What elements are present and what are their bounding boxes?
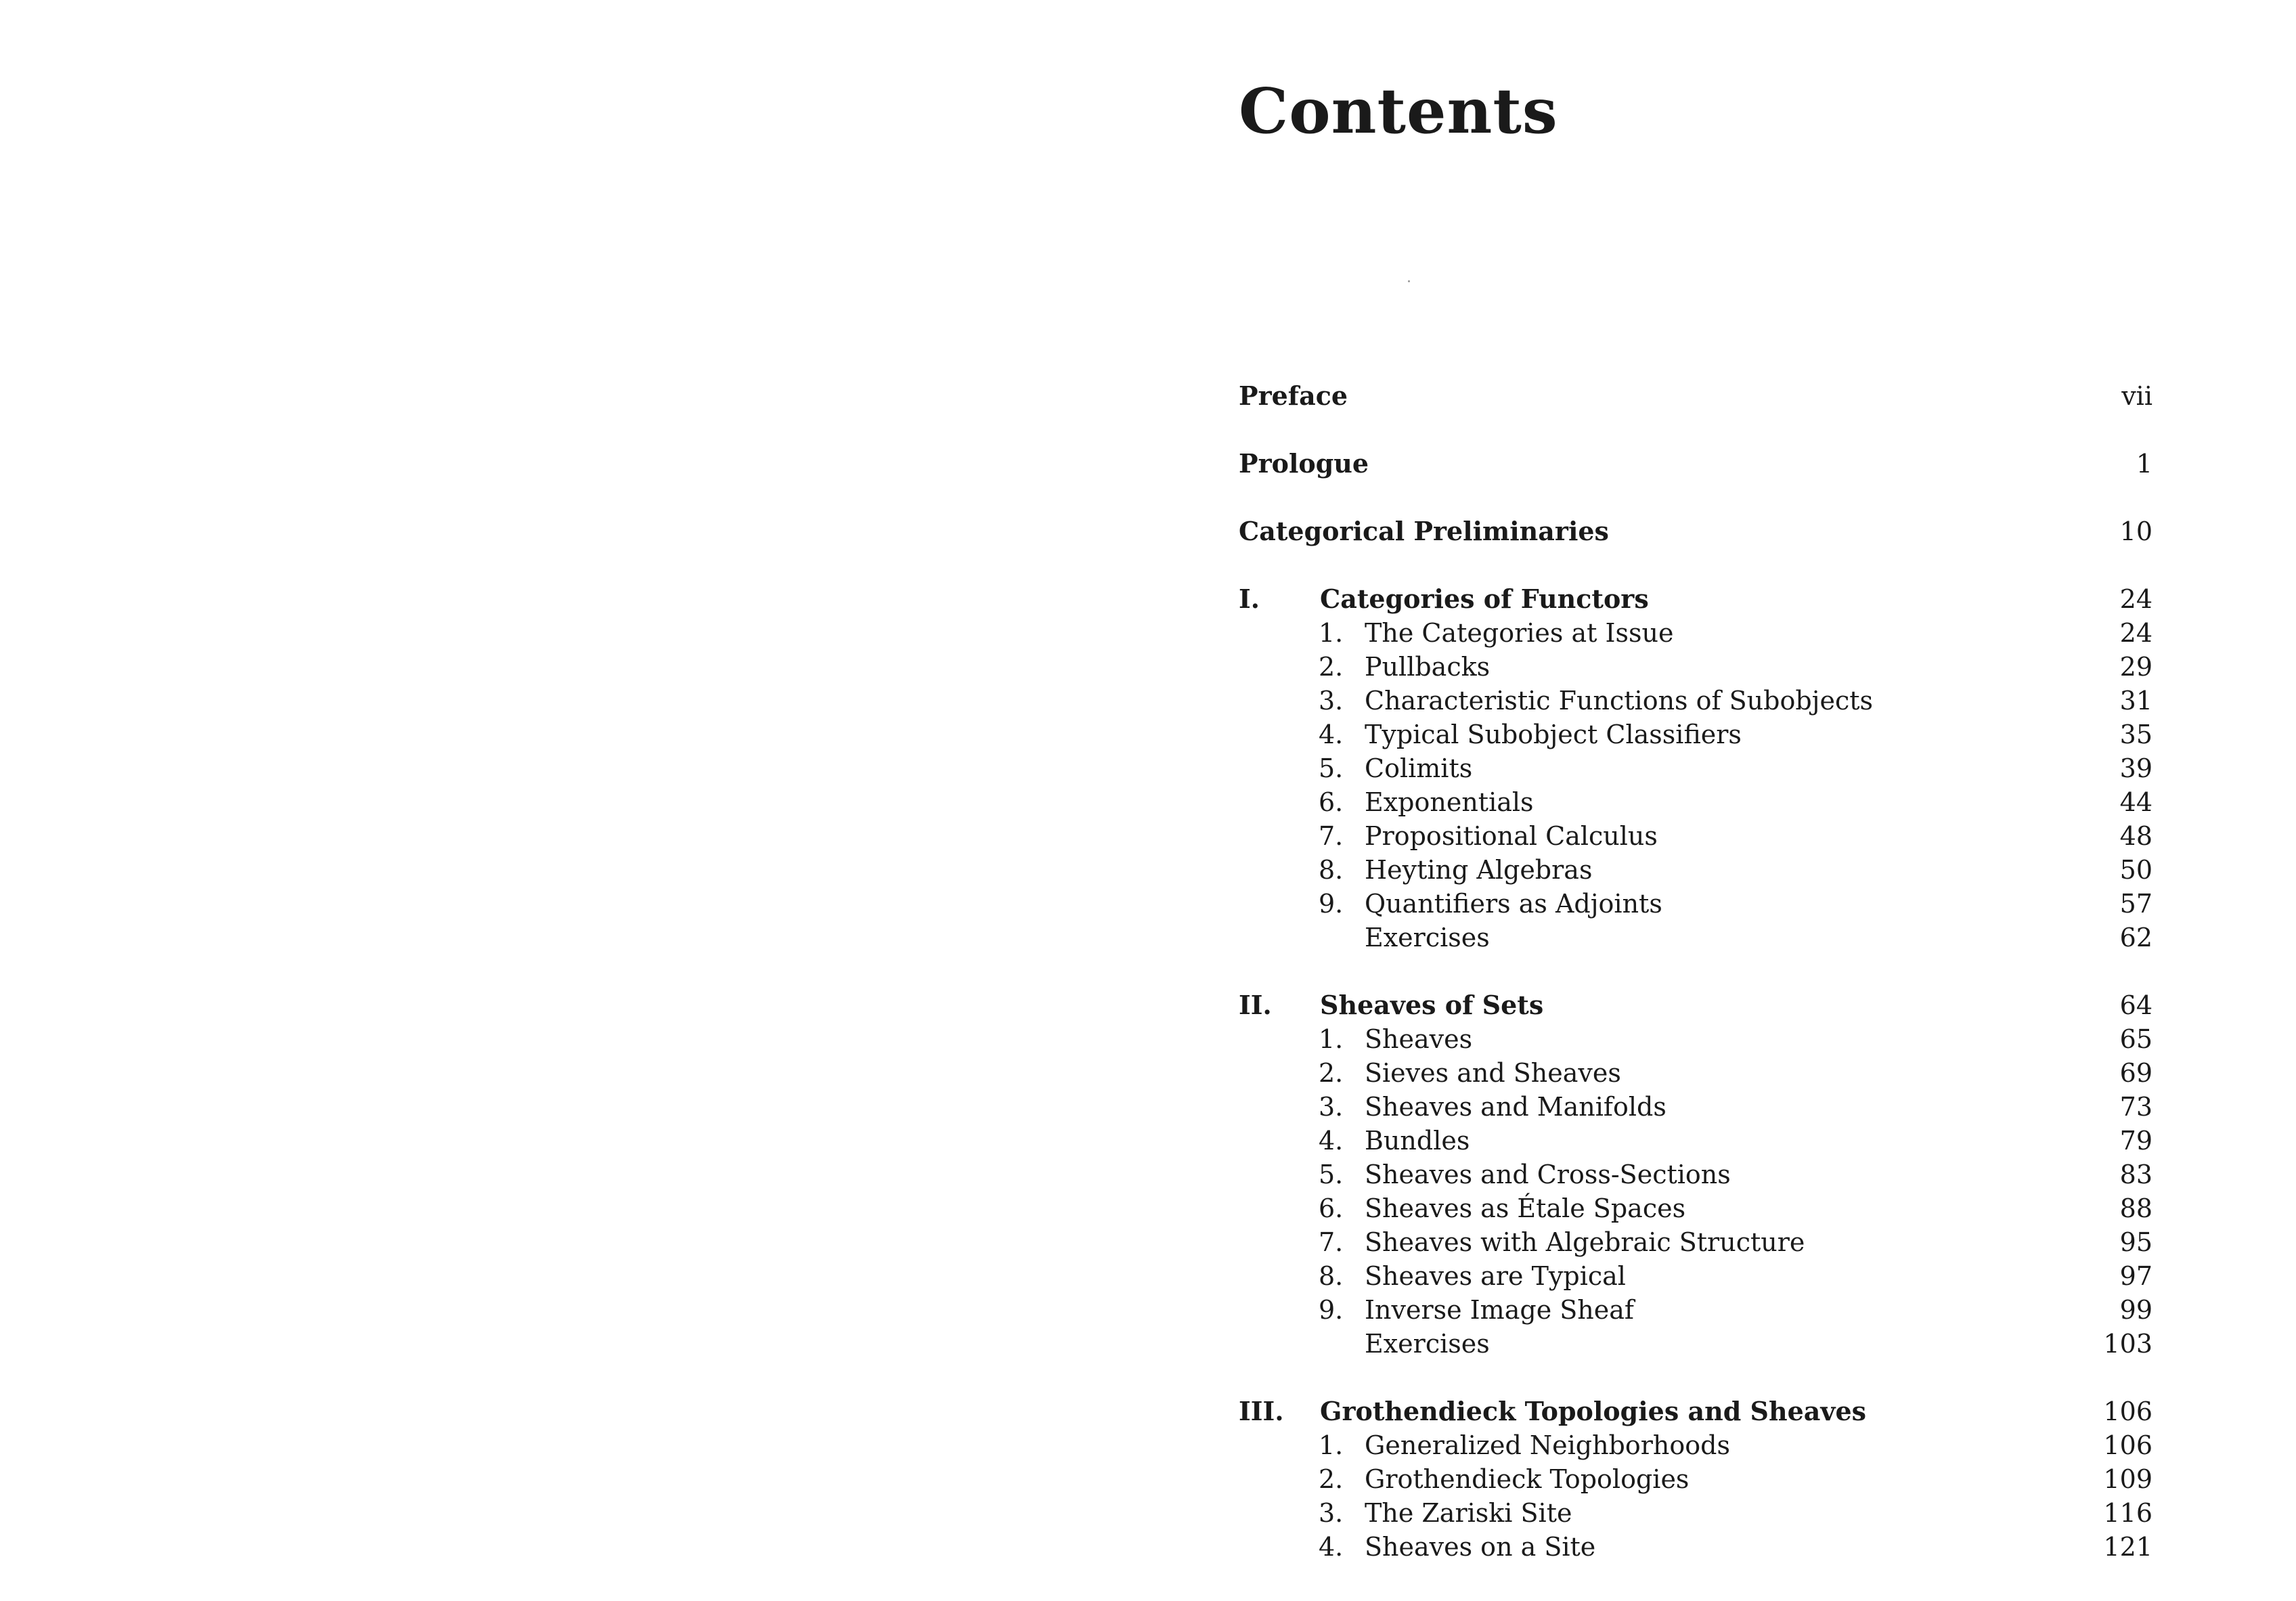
toc-page-number: 79 [2119, 1126, 2152, 1156]
toc-page-number: 24 [2119, 618, 2152, 648]
chapter-title: Grothendieck Topologies and Sheaves [1320, 1396, 1867, 1426]
toc-chapter-I [1239, 582, 2152, 616]
section-number: 9. [1319, 1295, 1344, 1325]
toc-page-number: 106 [2103, 1430, 2152, 1460]
chapter-III-sections [1239, 1428, 2152, 1564]
toc-section [1239, 819, 2152, 853]
section-number: 8. [1319, 855, 1344, 885]
section-title: Pullbacks [1365, 652, 1491, 682]
toc-section [1239, 718, 2152, 751]
toc-section [1239, 616, 2152, 650]
section-number: 1. [1319, 1430, 1344, 1460]
chapter-title: Categories of Functors [1320, 584, 1649, 614]
section-number: 1. [1319, 1024, 1344, 1054]
toc-page-number: 106 [2103, 1397, 2152, 1426]
toc-page-number: 35 [2119, 720, 2152, 749]
section-title: The Categories at Issue [1365, 618, 1674, 648]
toc-page-number: 29 [2119, 652, 2152, 682]
page-title: Contents [1239, 74, 1558, 148]
section-title: Inverse Image Sheaf [1365, 1295, 1634, 1325]
toc-page-number: 88 [2119, 1193, 2152, 1223]
section-title: Heyting Algebras [1365, 855, 1593, 885]
section-title: Exponentials [1365, 787, 1534, 817]
toc-entry-label: Categorical Preliminaries [1239, 516, 1609, 546]
toc-page-number: 62 [2119, 923, 2152, 952]
toc-page-number: 99 [2119, 1295, 2152, 1325]
toc-page-number: 31 [2119, 686, 2152, 716]
toc-page-number: 10 [2119, 517, 2152, 546]
toc-section [1239, 1158, 2152, 1191]
section-title: Sheaves are Typical [1365, 1261, 1626, 1291]
section-title: Sheaves [1365, 1024, 1473, 1054]
toc-section [1239, 751, 2152, 785]
section-number: 3. [1319, 1092, 1344, 1122]
toc-section [1239, 1056, 2152, 1090]
section-number: 4. [1319, 1532, 1344, 1562]
section-number: 3. [1319, 686, 1344, 716]
section-title: The Zariski Site [1365, 1498, 1572, 1528]
toc-section [1239, 1293, 2152, 1327]
toc-section [1239, 853, 2152, 887]
toc-entry-categorical-preliminaries [1239, 514, 2152, 548]
toc-entry-prologue [1239, 447, 2152, 481]
toc-page-number: 1 [2136, 449, 2152, 479]
section-title: Exercises [1365, 923, 1490, 952]
toc-page-number: 39 [2119, 753, 2152, 783]
chapter-title: Sheaves of Sets [1320, 990, 1544, 1020]
section-title: Sheaves and Cross-Sections [1365, 1160, 1731, 1189]
toc-section-exercises [1239, 921, 2152, 955]
section-number: 4. [1319, 1126, 1344, 1156]
toc-page-number: 73 [2119, 1092, 2152, 1122]
section-title: Sheaves on a Site [1365, 1532, 1596, 1562]
section-title: Characteristic Functions of Subobjects [1365, 686, 1874, 716]
chapter-I-sections [1239, 616, 2152, 955]
toc-page-number: 65 [2119, 1024, 2152, 1054]
section-number: 7. [1319, 1227, 1344, 1257]
section-number: 3. [1319, 1498, 1344, 1528]
toc-section [1239, 887, 2152, 921]
section-title: Generalized Neighborhoods [1365, 1430, 1730, 1460]
toc-section [1239, 1530, 2152, 1564]
section-number: 2. [1319, 652, 1344, 682]
chapter-number: III. [1239, 1396, 1284, 1426]
section-title: Propositional Calculus [1365, 821, 1658, 851]
toc-page-number: 83 [2119, 1160, 2152, 1189]
toc-section [1239, 650, 2152, 684]
section-title: Sheaves as Étale Spaces [1365, 1193, 1686, 1223]
toc-section [1239, 1259, 2152, 1293]
section-title: Colimits [1365, 753, 1473, 783]
toc-page-number: 69 [2119, 1058, 2152, 1088]
toc-section [1239, 1124, 2152, 1158]
section-number: 6. [1319, 787, 1344, 817]
toc-page-number: 57 [2119, 889, 2152, 919]
section-number: 9. [1319, 889, 1344, 919]
toc-section [1239, 785, 2152, 819]
toc-section [1239, 1191, 2152, 1225]
print-speck [1408, 280, 1410, 282]
section-number: 2. [1319, 1464, 1344, 1494]
chapter-number: II. [1239, 990, 1272, 1020]
toc-entry-label: Prologue [1239, 448, 1369, 479]
section-title: Typical Subobject Classifiers [1365, 720, 1742, 749]
section-number: 8. [1319, 1261, 1344, 1291]
toc-section [1239, 1022, 2152, 1056]
toc-page-number: 95 [2119, 1227, 2152, 1257]
section-title: Bundles [1365, 1126, 1470, 1156]
chapter-number: I. [1239, 584, 1260, 614]
toc-page-number: 44 [2119, 787, 2152, 817]
section-title: Sheaves and Manifolds [1365, 1092, 1666, 1122]
section-number: 2. [1319, 1058, 1344, 1088]
table-of-contents [1239, 379, 2152, 1564]
section-number: 1. [1319, 618, 1344, 648]
section-title: Exercises [1365, 1329, 1490, 1359]
toc-entry-preface [1239, 379, 2152, 413]
toc-page-number: 24 [2119, 584, 2152, 614]
toc-section [1239, 1496, 2152, 1530]
toc-page-number: 64 [2119, 990, 2152, 1020]
chapter-II-sections [1239, 1022, 2152, 1361]
toc-section [1239, 684, 2152, 718]
section-number: 7. [1319, 821, 1344, 851]
toc-page-number: 50 [2119, 855, 2152, 885]
section-number: 6. [1319, 1193, 1344, 1223]
toc-section-exercises [1239, 1327, 2152, 1361]
toc-page-number: 109 [2103, 1464, 2152, 1494]
toc-section [1239, 1225, 2152, 1259]
toc-page-number: 48 [2119, 821, 2152, 851]
section-title: Sieves and Sheaves [1365, 1058, 1621, 1088]
toc-chapter-II [1239, 988, 2152, 1022]
section-title: Grothendieck Topologies [1365, 1464, 1690, 1494]
section-title: Quantifiers as Adjoints [1365, 889, 1662, 919]
section-number: 4. [1319, 720, 1344, 749]
toc-section [1239, 1462, 2152, 1496]
toc-section [1239, 1090, 2152, 1124]
toc-entry-label: Preface [1239, 380, 1348, 411]
toc-page-number: 97 [2119, 1261, 2152, 1291]
toc-page-number: 103 [2103, 1329, 2152, 1359]
toc-page-number: vii [2121, 381, 2152, 411]
section-number: 5. [1319, 753, 1344, 783]
toc-page-number: 116 [2103, 1498, 2152, 1528]
section-title: Sheaves with Algebraic Structure [1365, 1227, 1805, 1257]
toc-section [1239, 1428, 2152, 1462]
section-number: 5. [1319, 1160, 1344, 1189]
toc-page-number: 121 [2103, 1532, 2152, 1562]
toc-chapter-III [1239, 1395, 2152, 1428]
